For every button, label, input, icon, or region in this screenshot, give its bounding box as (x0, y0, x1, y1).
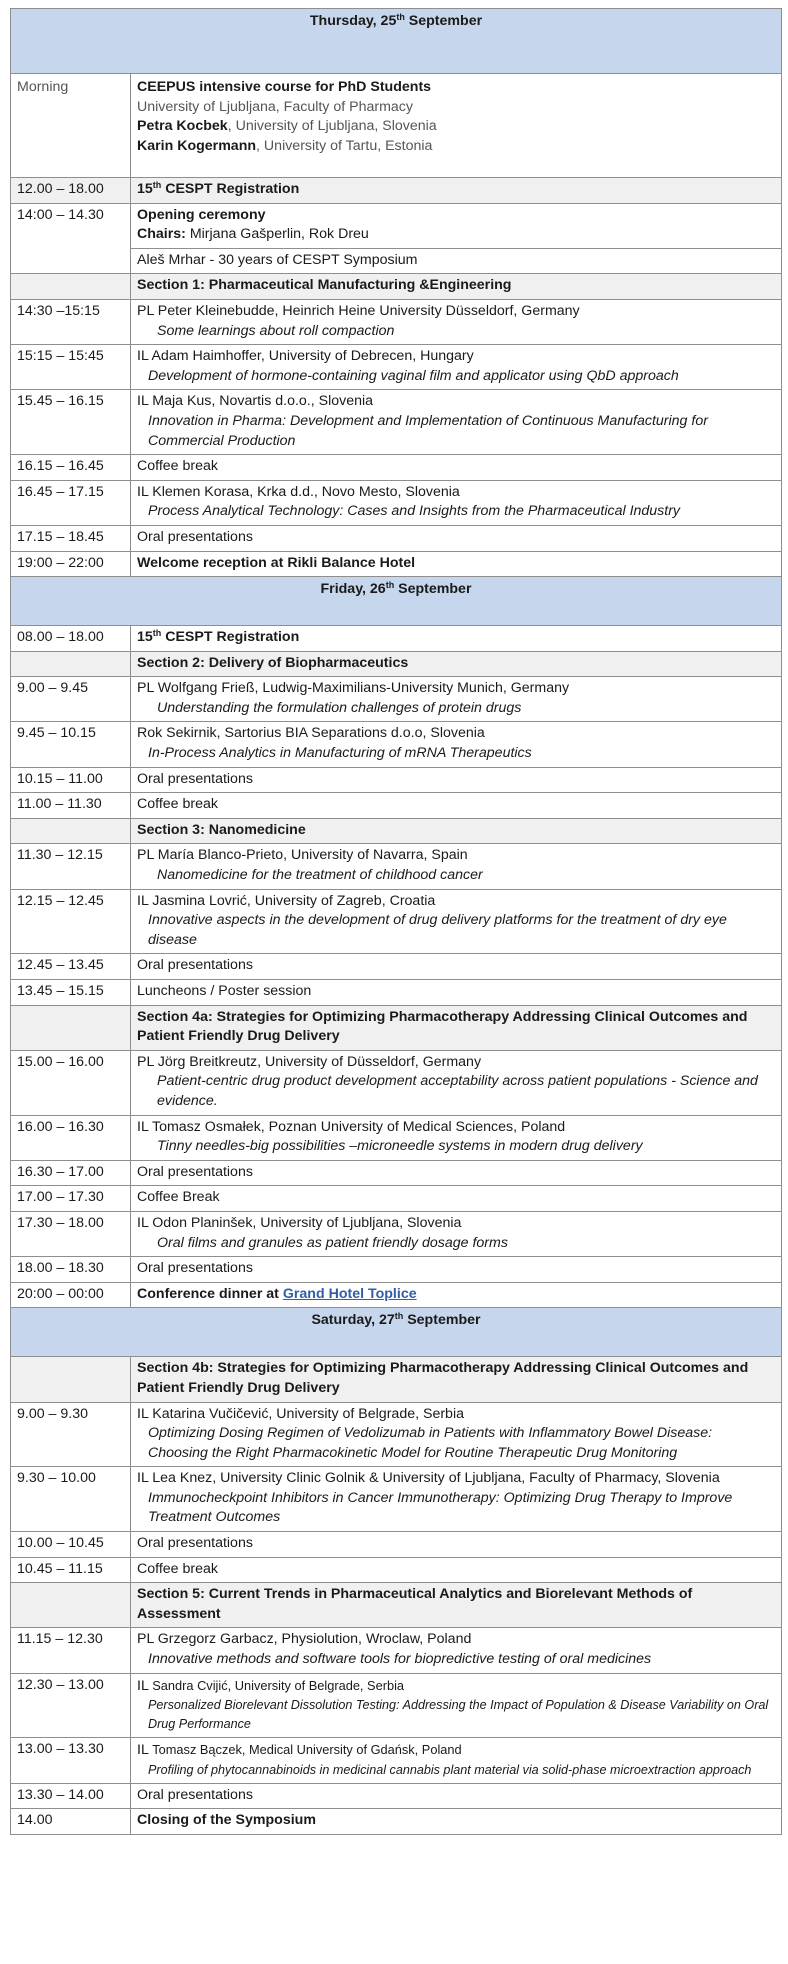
time-cell: 20:00 – 00:00 (11, 1282, 131, 1308)
time-cell: 14:30 –15:15 (11, 299, 131, 344)
programme-table (10, 8, 782, 1835)
session-talk: Oral presentations (131, 1532, 782, 1558)
session-talk: Oral presentations (131, 954, 782, 980)
session-talk: IL Maja Kus, Novartis d.o.o., Slovenia Innovation in Pharma: Development and Implementation of Continuous Manufacturing for Commercial Production (131, 390, 782, 455)
time-cell: Morning (11, 74, 131, 178)
schedule-row (11, 1282, 782, 1308)
schedule-row (11, 480, 782, 525)
opening-ceremony: Opening ceremony Chairs: Mirjana Gašperlin, Rok Dreu (131, 203, 782, 248)
time-cell: 9.45 – 10.15 (11, 722, 131, 767)
session-talk: Coffee break (131, 793, 782, 819)
time-cell: 12.45 – 13.45 (11, 954, 131, 980)
schedule-row (11, 1160, 782, 1186)
conference-dinner: Conference dinner at Grand Hotel Toplice (131, 1282, 782, 1308)
time-cell: 9.00 – 9.30 (11, 1402, 131, 1467)
time-cell: 13.00 – 13.30 (11, 1738, 131, 1784)
time-cell: 14:00 – 14.30 (11, 203, 131, 274)
schedule-row (11, 1402, 782, 1467)
time-cell: 15.00 – 16.00 (11, 1050, 131, 1115)
schedule-row (11, 1186, 782, 1212)
section-row (11, 274, 782, 300)
session-talk: Coffee break (131, 455, 782, 481)
section-row (11, 651, 782, 677)
session-talk: IL Adam Haimhoffer, University of Debrecen, Hungary Development of hormone-containing vaginal film and applicator using QbD approach (131, 345, 782, 390)
time-cell: 16.00 – 16.30 (11, 1115, 131, 1160)
schedule-row (11, 345, 782, 390)
time-cell: 13.30 – 14.00 (11, 1783, 131, 1809)
section-row (11, 818, 782, 844)
session-talk: Aleš Mrhar - 30 years of CESPT Symposium (131, 248, 782, 274)
schedule-row (11, 954, 782, 980)
session-talk: PL Jörg Breitkreutz, University of Düsseldorf, Germany Patient-centric drug product development acceptability across patient populations - Science and evidence. (131, 1050, 782, 1115)
session-talk: PL Grzegorz Garbacz, Physiolution, Wroclaw, Poland Innovative methods and software tools for biopredictive testing of oral medicines (131, 1628, 782, 1673)
schedule-row (11, 1673, 782, 1738)
section-title: Section 3: Nanomedicine (131, 818, 782, 844)
schedule-row (11, 1467, 782, 1532)
schedule-row (11, 178, 782, 204)
session-talk: Coffee break (131, 1557, 782, 1583)
schedule-row (11, 844, 782, 889)
session-talk: PL Peter Kleinebudde, Heinrich Heine University Düsseldorf, Germany Some learnings about roll compaction (131, 299, 782, 344)
schedule-row (11, 722, 782, 767)
closing-ceremony: Closing of the Symposium (131, 1809, 782, 1835)
time-cell: 10.00 – 10.45 (11, 1532, 131, 1558)
time-cell: 08.00 – 18.00 (11, 626, 131, 652)
schedule-row (11, 1257, 782, 1283)
schedule-row (11, 1809, 782, 1835)
welcome-reception: Welcome reception at Rikli Balance Hotel (131, 551, 782, 577)
schedule-row (11, 980, 782, 1006)
session-talk: Oral presentations (131, 1257, 782, 1283)
time-cell: 17.00 – 17.30 (11, 1186, 131, 1212)
time-cell: 14.00 (11, 1809, 131, 1835)
schedule-row (11, 299, 782, 344)
session-talk: IL Sandra Cvijić, University of Belgrade, Serbia Personalized Biorelevant Dissolution Testing: Addressing the Impact of Population & Disease Variability on Oral Drug Performance (131, 1673, 782, 1738)
session-talk: IL Lea Knez, University Clinic Golnik & University of Ljubljana, Faculty of Pharmacy, Slovenia Immunocheckpoint Inhibitors in Cancer Immunotherapy: Optimizing Drug Therapy to Improve Treatment Outcomes (131, 1467, 782, 1532)
schedule-row (11, 626, 782, 652)
time-cell: 13.45 – 15.15 (11, 980, 131, 1006)
time-cell: 17.15 – 18.45 (11, 525, 131, 551)
session-talk: Oral presentations (131, 767, 782, 793)
schedule-row (11, 1115, 782, 1160)
section-title: Section 2: Delivery of Biopharmaceutics (131, 651, 782, 677)
schedule-row (11, 525, 782, 551)
schedule-row (11, 1050, 782, 1115)
time-cell: 15.45 – 16.15 (11, 390, 131, 455)
session-talk: Oral presentations (131, 1783, 782, 1809)
schedule-row (11, 1783, 782, 1809)
time-cell: 12.15 – 12.45 (11, 889, 131, 954)
time-cell: 17.30 – 18.00 (11, 1211, 131, 1256)
session-talk: Oral presentations (131, 1160, 782, 1186)
session-talk: PL María Blanco-Prieto, University of Navarra, Spain Nanomedicine for the treatment of childhood cancer (131, 844, 782, 889)
section-row (11, 1005, 782, 1050)
time-cell: 10.45 – 11.15 (11, 1557, 131, 1583)
section-title: Section 1: Pharmaceutical Manufacturing &Engineering (131, 274, 782, 300)
schedule-row (11, 390, 782, 455)
time-cell: 12.30 – 13.00 (11, 1673, 131, 1738)
section-title: Section 4b: Strategies for Optimizing Pharmacotherapy Addressing Clinical Outcomes and Patient Friendly Drug Delivery (131, 1357, 782, 1402)
session-talk: IL Jasmina Lovrić, University of Zagreb, Croatia Innovative aspects in the development of drug delivery platforms for the treatment of dry eye disease (131, 889, 782, 954)
time-cell: 9.30 – 10.00 (11, 1467, 131, 1532)
schedule-row (11, 74, 782, 178)
schedule-row (11, 767, 782, 793)
day-header-thursday: Thursday, 25th September (11, 9, 782, 74)
schedule-row (11, 455, 782, 481)
time-cell: 16.45 – 17.15 (11, 480, 131, 525)
session-talk: Luncheons / Poster session (131, 980, 782, 1006)
session-talk: Coffee Break (131, 1186, 782, 1212)
section-row (11, 1583, 782, 1628)
hotel-link[interactable]: Grand Hotel Toplice (282, 1285, 417, 1302)
session-talk: IL Klemen Korasa, Krka d.d., Novo Mesto, Slovenia Process Analytical Technology: Cases and Insights from the Pharmaceutical Industry (131, 480, 782, 525)
session-talk: PL Wolfgang Frieß, Ludwig-Maximilians-University Munich, Germany Understanding the formulation challenges of protein drugs (131, 677, 782, 722)
section-title: Section 5: Current Trends in Pharmaceutical Analytics and Biorelevant Methods of Assessment (131, 1583, 782, 1628)
schedule-row (11, 1532, 782, 1558)
ceepus-course: CEEPUS intensive course for PhD Students University of Ljubljana, Faculty of Pharmacy Petra Kocbek, University of Ljubljana, Slovenia Karin Kogermann, University of Tartu, Estonia (131, 74, 782, 178)
time-cell: 18.00 – 18.30 (11, 1257, 131, 1283)
time-cell: 10.15 – 11.00 (11, 767, 131, 793)
time-cell: 11.15 – 12.30 (11, 1628, 131, 1673)
time-cell: 9.00 – 9.45 (11, 677, 131, 722)
session-talk: IL Odon Planinšek, University of Ljubljana, Slovenia Oral films and granules as patient friendly dosage forms (131, 1211, 782, 1256)
day-header-saturday: Saturday, 27th September (11, 1308, 782, 1357)
session-talk: Oral presentations (131, 525, 782, 551)
schedule-row (11, 793, 782, 819)
time-cell: 11.30 – 12.15 (11, 844, 131, 889)
time-cell: 12.00 – 18.00 (11, 178, 131, 204)
schedule-row (11, 1211, 782, 1256)
schedule-row (11, 551, 782, 577)
session-talk: IL Katarina Vučičević, University of Belgrade, Serbia Optimizing Dosing Regimen of Vedolizumab in Patients with Inflammatory Bowel Disease: Choosing the Right Pharmacokinetic Model for Routine Therapeutic Drug Monitoring (131, 1402, 782, 1467)
time-cell: 15:15 – 15:45 (11, 345, 131, 390)
time-cell: 16.15 – 16.45 (11, 455, 131, 481)
schedule-row (11, 1628, 782, 1673)
section-row (11, 1357, 782, 1402)
day-header-friday: Friday, 26th September (11, 577, 782, 626)
time-cell: 19:00 – 22:00 (11, 551, 131, 577)
schedule-row (11, 1738, 782, 1784)
registration: 15th CESPT Registration (131, 626, 782, 652)
schedule-row (11, 889, 782, 954)
session-talk: Rok Sekirnik, Sartorius BIA Separations d.o.o, Slovenia In-Process Analytics in Manufacturing of mRNA Therapeutics (131, 722, 782, 767)
session-talk: IL Tomasz Osmałek, Poznan University of Medical Sciences, Poland Tinny needles-big possibilities –microneedle systems in modern drug delivery (131, 1115, 782, 1160)
section-title: Section 4a: Strategies for Optimizing Pharmacotherapy Addressing Clinical Outcomes and Patient Friendly Drug Delivery (131, 1005, 782, 1050)
schedule-row (11, 203, 782, 248)
schedule-row (11, 1557, 782, 1583)
session-talk: IL Tomasz Bączek, Medical University of Gdańsk, Poland Profiling of phytocannabinoids in medicinal cannabis plant material via solid-phase microextraction approach (131, 1738, 782, 1784)
schedule-row (11, 677, 782, 722)
registration: 15th CESPT Registration (131, 178, 782, 204)
time-cell: 16.30 – 17.00 (11, 1160, 131, 1186)
time-cell: 11.00 – 11.30 (11, 793, 131, 819)
